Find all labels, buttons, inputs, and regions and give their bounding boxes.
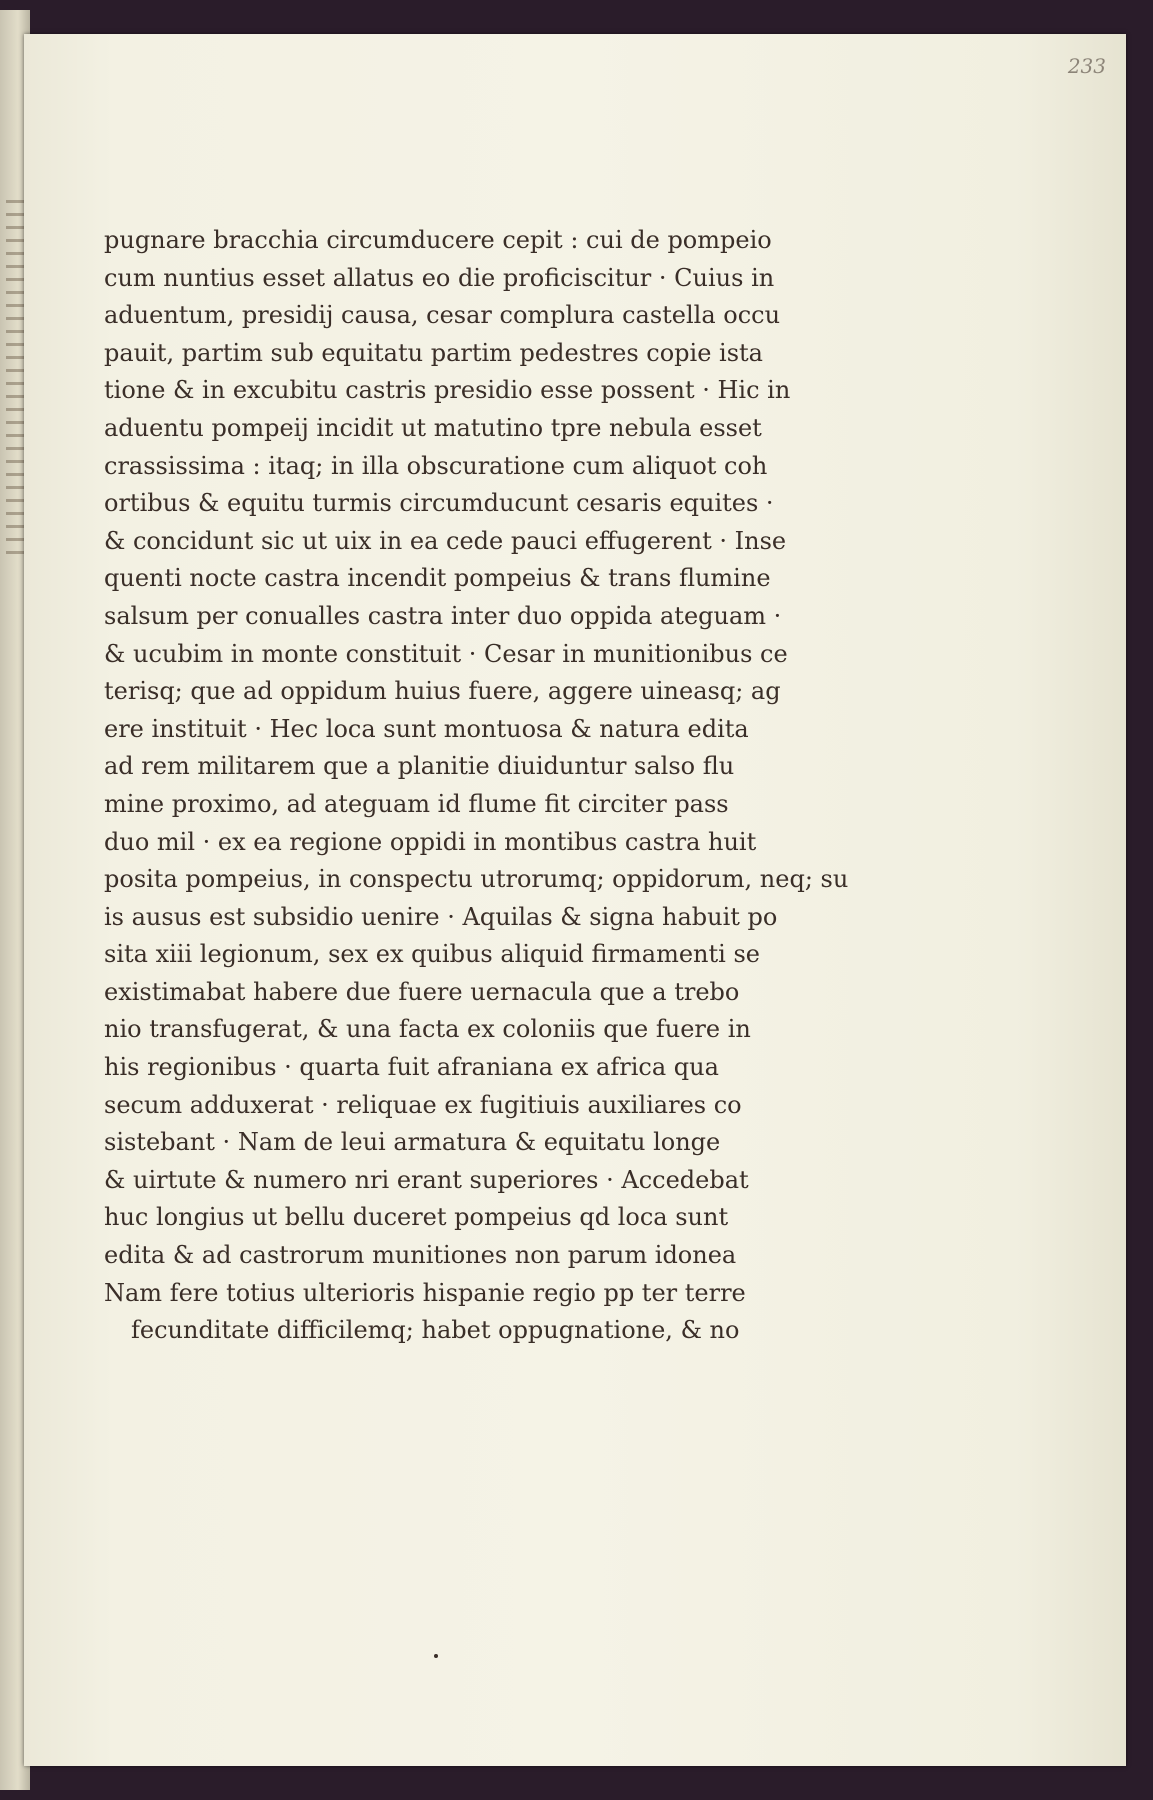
text-line: existimabat habere due fuere uernacula que a trebo	[104, 977, 740, 1006]
text-line: aduentum, presidij causa, cesar complura castella occu	[104, 301, 781, 330]
text-line: edita & ad castrorum munitiones non parum idonea	[104, 1241, 737, 1270]
text-line: his regionibus · quarta fuit afraniana ex africa qua	[104, 1053, 719, 1082]
text-line: posita pompeius, in conspectu utrorumq; oppidorum, neq; su	[104, 865, 849, 894]
previous-page-text-edge	[6, 190, 26, 564]
text-line: ortibus & equitu turmis circumducunt cesaris equites ·	[104, 489, 774, 518]
text-line: is ausus est subsidio uenire · Aquilas & signa habuit po	[104, 902, 778, 931]
manuscript-folio	[24, 34, 1126, 1766]
text-line: sita xiii legionum, sex ex quibus aliquid firmamenti se	[104, 940, 760, 969]
text-line: aduentu pompeij incidit ut matutino tpre nebula esset	[104, 413, 762, 442]
text-line: Nam fere totius ulterioris hispanie regio pp ter terre	[104, 1278, 746, 1307]
text-line: & concidunt sic ut uix in ea cede pauci effugerent · Inse	[104, 526, 787, 555]
text-line: crassissima : itaq; in illa obscuratione cum aliquot coh	[104, 451, 768, 480]
text-line: pugnare bracchia circumducere cepit : cui de pompeio	[104, 226, 772, 254]
page-number: 233	[1067, 54, 1106, 78]
text-line: nio transfugerat, & una facta ex coloniis que fuere in	[104, 1015, 751, 1044]
text-line: mine proximo, ad ateguam id flume fit circiter pass	[104, 789, 729, 818]
text-line: secum adduxerat · reliquae ex fugitiuis auxiliares co	[104, 1090, 742, 1119]
manuscript-text-block	[104, 222, 864, 1350]
text-line: fecunditate difficilemq; habet oppugnatione, & no	[131, 1316, 740, 1345]
text-line: sistebant · Nam de leui armatura & equitatu longe	[104, 1128, 721, 1157]
text-line: ere instituit · Hec loca sunt montuosa & natura edita	[104, 714, 749, 743]
text-line: & ucubim in monte constituit · Cesar in munitionibus ce	[104, 639, 788, 668]
text-line: ad rem militarem que a planitie diuiduntur salso flu	[104, 752, 735, 781]
text-line: duo mil · ex ea regione oppidi in montibus castra huit	[104, 827, 757, 856]
text-line: tione & in excubitu castris presidio esse possent · Hic in	[104, 376, 791, 405]
text-line: huc longius ut bellu duceret pompeius qd loca sunt	[104, 1203, 729, 1232]
text-line: & uirtute & numero nri erant superiores · Accedebat	[104, 1165, 749, 1194]
text-line: salsum per conualles castra inter duo oppida ateguam ·	[104, 601, 782, 630]
text-line: terisq; que ad oppidum huius fuere, aggere uineasq; ag	[104, 677, 781, 706]
ink-dot	[434, 1654, 438, 1658]
text-line: quenti nocte castra incendit pompeius & trans flumine	[104, 564, 771, 593]
text-line: cum nuntius esset allatus eo die proficiscitur · Cuius in	[104, 263, 775, 292]
text-line: pauit, partim sub equitatu partim pedestres copie ista	[104, 338, 763, 367]
